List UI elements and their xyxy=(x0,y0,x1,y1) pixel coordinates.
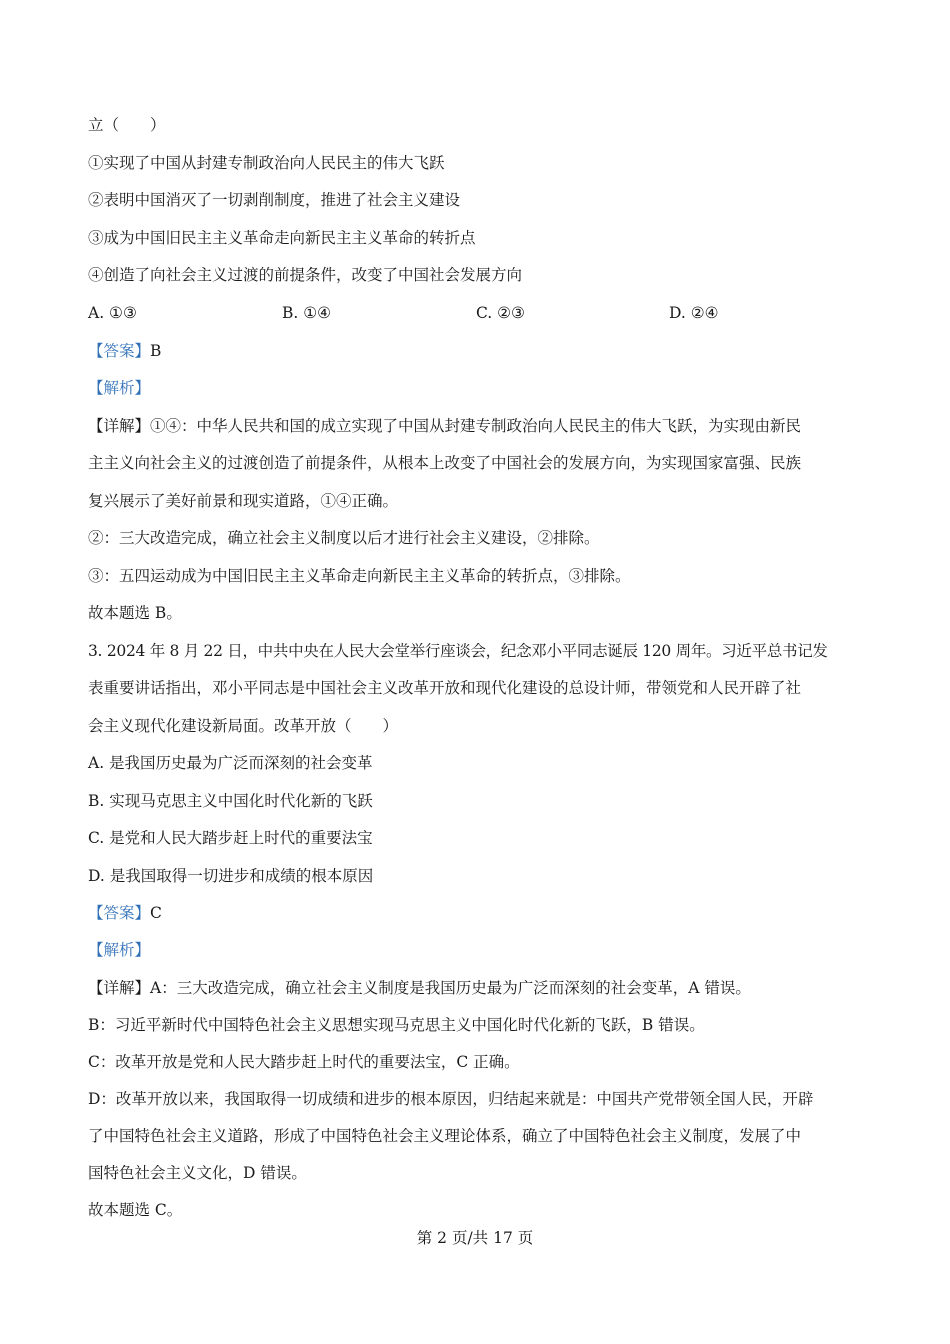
q2-conclusion: 故本题选 B。 xyxy=(88,604,182,622)
q3-option-d: D. 是我国取得一切进步和成绩的根本原因 xyxy=(88,867,374,885)
q2-statement-4: ④创造了向社会主义过渡的前提条件，改变了中国社会发展方向 xyxy=(88,266,523,284)
q2-detail-line-5: ③：五四运动成为中国旧民主主义革命走向新民主主义革命的转折点，③排除。 xyxy=(88,567,631,585)
q2-detail-line-2: 主主义向社会主义的过渡创造了前提条件，从根本上改变了中国社会的发展方向，为实现国家富强、民族 xyxy=(88,454,802,472)
q2-statement-2: ②表明中国消灭了一切剥削制度，推进了社会主义建设 xyxy=(88,191,461,209)
q3-stem-line-1: 3. 2024 年 8 月 22 日，中共中央在人民大会堂举行座谈会，纪念邓小平同志诞辰 120 周年。习近平总书记发 xyxy=(88,642,828,660)
q3-detail-text-1: A：三大改造完成，确立社会主义制度是我国历史最为广泛而深刻的社会变革，A 错误。 xyxy=(150,979,751,997)
q3-detail-line-2: B：习近平新时代中国特色社会主义思想实现马克思主义中国化时代化新的飞跃，B 错误。 xyxy=(88,1016,705,1034)
q3-conclusion: 故本题选 C。 xyxy=(88,1201,183,1219)
q3-option-c: C. 是党和人民大踏步赶上时代的重要法宝 xyxy=(88,829,373,847)
q3-analysis-tag: 【解析】 xyxy=(88,941,151,959)
q2-detail-tag: 【详解】 xyxy=(88,417,151,435)
q3-stem-line-3: 会主义现代化建设新局面。改革开放（ ） xyxy=(88,717,399,735)
q2-option-a: A. ①③ xyxy=(88,304,137,322)
q3-detail-line-5: 了中国特色社会主义道路，形成了中国特色社会主义理论体系，确立了中国特色社会主义制度，发展了中 xyxy=(88,1127,802,1145)
q2-option-b: B. ①④ xyxy=(282,304,332,322)
q2-detail-line-4: ②：三大改造完成，确立社会主义制度以后才进行社会主义建设，②排除。 xyxy=(88,529,600,547)
q3-answer xyxy=(88,903,162,923)
q2-answer xyxy=(88,341,161,361)
q3-option-a: A. 是我国历史最为广泛而深刻的社会变革 xyxy=(88,754,373,772)
q2-detail-line-1 xyxy=(88,416,801,436)
q3-detail-line-6: 国特色社会主义文化，D 错误。 xyxy=(88,1164,307,1182)
page-footer: 第 2 页/共 17 页 xyxy=(416,1229,534,1247)
q2-statement-1: ①实现了中国从封建专制政治向人民民主的伟大飞跃 xyxy=(88,154,445,172)
q2-statement-3: ③成为中国旧民主主义革命走向新民主主义革命的转折点 xyxy=(88,229,476,247)
q2-detail-line-3: 复兴展示了美好前景和现实道路，①④正确。 xyxy=(88,492,399,510)
q3-detail-line-3: C：改革开放是党和人民大踏步赶上时代的重要法宝，C 正确。 xyxy=(88,1053,520,1071)
q3-option-b: B. 实现马克思主义中国化时代化新的飞跃 xyxy=(88,792,373,810)
q2-answer-tag: 【答案】 xyxy=(88,342,151,360)
q2-answer-value: B xyxy=(150,342,162,360)
q3-detail-line-1 xyxy=(88,978,751,998)
q3-detail-line-4: D：改革开放以来，我国取得一切成绩和进步的根本原因，归结起来就是：中国共产党带领全国人民，开辟 xyxy=(88,1090,814,1108)
q2-detail-text-1: ①④：中华人民共和国的成立实现了中国从封建专制政治向人民民主的伟大飞跃，为实现由新民 xyxy=(150,417,802,435)
q3-answer-value: C xyxy=(150,904,162,922)
q3-answer-tag: 【答案】 xyxy=(88,904,151,922)
q3-detail-tag: 【详解】 xyxy=(88,979,151,997)
q2-option-d: D. ②④ xyxy=(669,304,719,322)
q2-option-c: C. ②③ xyxy=(476,304,525,322)
q2-analysis-tag: 【解析】 xyxy=(88,379,151,397)
q2-stem-tail: 立（ ） xyxy=(88,116,166,134)
q3-stem-line-2: 表重要讲话指出，邓小平同志是中国社会主义改革开放和现代化建设的总设计师，带领党和人民开辟了社 xyxy=(88,679,802,697)
